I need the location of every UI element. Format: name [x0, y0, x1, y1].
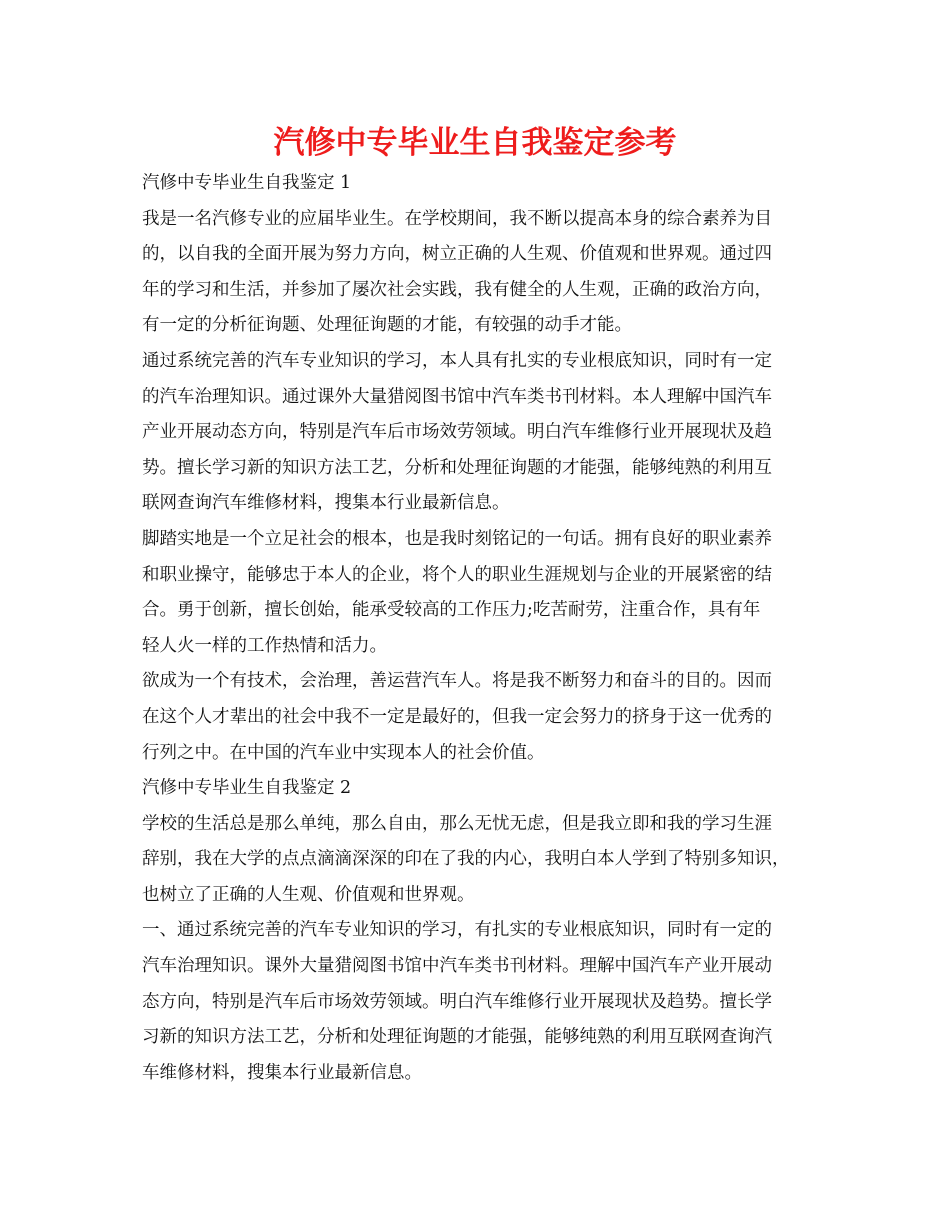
body-line: 我是一名汽修专业的应届毕业生。在学校期间，我不断以提高本身的综合素养为目: [142, 208, 772, 229]
body-line: 学校的生活总是那么单纯，那么自由，那么无忧无虑，但是我立即和我的学习生涯: [142, 813, 772, 834]
body-line: 习新的知识方法工艺，分析和处理征询题的才能强，能够纯熟的利用互联网查询汽: [142, 1027, 772, 1048]
document-body: [142, 166, 822, 1091]
body-line: 一、通过系统完善的汽车专业知识的学习，有扎实的专业根底知识，同时有一定的: [142, 920, 772, 941]
body-line: 轻人火一样的工作热情和活力。: [142, 635, 387, 656]
body-line: 脚踏实地是一个立足社会的根本，也是我时刻铭记的一句话。拥有良好的职业素养: [142, 528, 772, 549]
body-line: 和职业操守，能够忠于本人的企业，将个人的职业生涯规划与企业的开展紧密的结: [142, 564, 772, 585]
body-line: 有一定的分析征询题、处理征询题的才能，有较强的动手才能。: [142, 315, 632, 336]
body-line: 通过系统完善的汽车专业知识的学习，本人具有扎实的专业根底知识，同时有一定: [142, 350, 772, 371]
body-line: 行列之中。在中国的汽车业中实现本人的社会价值。: [142, 742, 545, 763]
body-line: 合。勇于创新，擅长创始，能承受较高的工作压力;吃苦耐劳，注重合作，具有年: [142, 600, 761, 621]
body-line: 联网查询汽车维修材料，搜集本行业最新信息。: [142, 493, 510, 514]
body-line: 的汽车治理知识。通过课外大量猎阅图书馆中汽车类书刊材料。本人理解中国汽车: [142, 386, 772, 407]
body-line: 辞别，我在大学的点点滴滴深深的印在了我的内心，我明白本人学到了特别多知识，: [142, 849, 790, 870]
body-line: 车维修材料，搜集本行业最新信息。: [142, 1062, 422, 1083]
document-title: 汽修中专毕业生自我鉴定参考: [273, 125, 677, 161]
section-heading-2: 汽修中专毕业生自我鉴定 2: [142, 778, 352, 799]
section-heading-1: 汽修中专毕业生自我鉴定 1: [142, 173, 352, 193]
body-line: 态方向，特别是汽车后市场效劳领域。明白汽车维修行业开展现状及趋势。擅长学: [142, 991, 772, 1012]
body-line: 也树立了正确的人生观、价值观和世界观。: [142, 884, 475, 905]
body-line: 势。擅长学习新的知识方法工艺，分析和处理征询题的才能强，能够纯熟的利用互: [142, 457, 772, 478]
body-line: 欲成为一个有技术，会治理，善运营汽车人。将是我不断努力和奋斗的目的。因而: [142, 671, 772, 692]
body-line: 在这个人才辈出的社会中我不一定是最好的，但我一定会努力的挤身于这一优秀的: [142, 706, 772, 727]
body-line: 产业开展动态方向，特别是汽车后市场效劳领域。明白汽车维修行业开展现状及趋: [142, 422, 772, 443]
body-line: 的，以自我的全面开展为努力方向，树立正确的人生观、价值观和世界观。通过四: [142, 244, 772, 265]
body-line: 年的学习和生活，并参加了屡次社会实践，我有健全的人生观，正确的政治方向，: [142, 279, 772, 300]
body-line: 汽车治理知识。课外大量猎阅图书馆中汽车类书刊材料。理解中国汽车产业开展动: [142, 956, 772, 977]
